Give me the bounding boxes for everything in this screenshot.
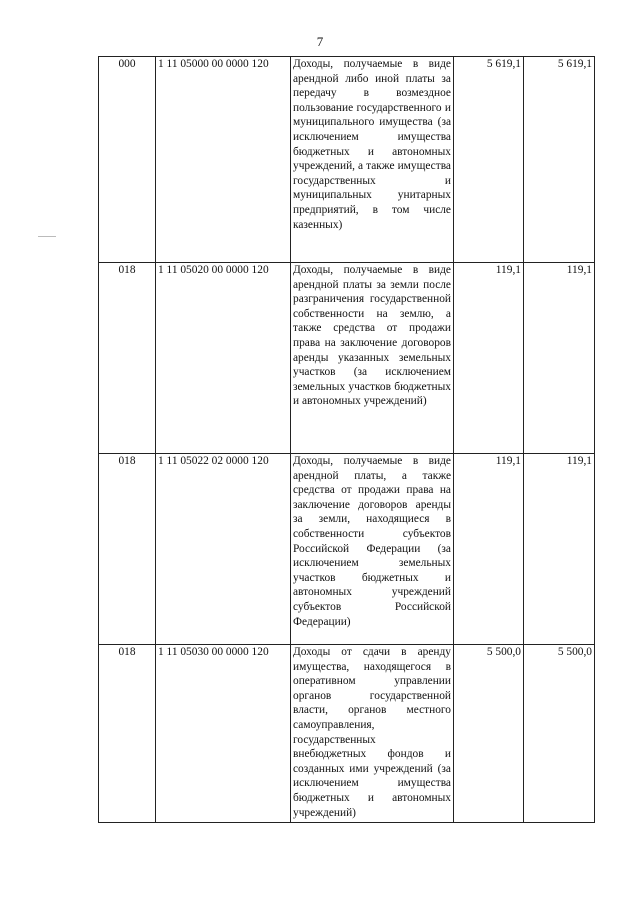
budget-code-cell: 1 11 05020 00 0000 120 xyxy=(156,263,291,454)
budget-code-cell: 1 11 05022 02 0000 120 xyxy=(156,454,291,645)
table-row xyxy=(99,57,595,263)
amount-cell: 5 500,0 xyxy=(454,645,524,823)
admin-code-cell: 000 xyxy=(99,57,156,263)
description-cell: Доходы, получаемые в виде арендной платы, а также средства от продажи права на заключение договоров аренды за земли, находящиеся в собственности субъектов Российской Федерации (за исключением земельных участков бюджетных и автономных учреждений субъектов Российской Федерации) xyxy=(291,454,454,645)
revenue-table xyxy=(98,56,595,823)
budget-code-cell: 1 11 05030 00 0000 120 xyxy=(156,645,291,823)
table-row xyxy=(99,645,595,823)
table-row xyxy=(99,454,595,645)
page-number: 7 xyxy=(316,34,324,49)
budget-code-cell: 1 11 05000 00 0000 120 xyxy=(156,57,291,263)
description-cell: Доходы, получаемые в виде арендной платы за земли после разграничения государственной собственности на землю, а также средства от продажи права на заключение договоров аренды указанных земельных участков (за исключением земельных участков бюджетных и автономных учреждений) xyxy=(291,263,454,454)
description-cell: Доходы, получаемые в виде арендной либо иной платы за передачу в возмездное пользование государственного и муниципального имущества (за исключением имущества бюджетных и автономных учреждений, а также имущества государственных и муниципальных унитарных предприятий, в том числе казенных) xyxy=(291,57,454,263)
admin-code-cell: 018 xyxy=(99,645,156,823)
admin-code-cell: 018 xyxy=(99,263,156,454)
admin-code-cell: 018 xyxy=(99,454,156,645)
amount-cell: 119,1 xyxy=(524,263,595,454)
amount-cell: 119,1 xyxy=(454,263,524,454)
table-row xyxy=(99,263,595,454)
amount-cell: 119,1 xyxy=(454,454,524,645)
amount-cell: 5 500,0 xyxy=(524,645,595,823)
description-cell: Доходы от сдачи в аренду имущества, находящегося в оперативном управлении органов государственной власти, органов местного самоуправления, государственных внебюджетных фондов и созданных ими учреждений (за исключением имущества бюджетных и автономных учреждений) xyxy=(291,645,454,823)
amount-cell: 119,1 xyxy=(524,454,595,645)
amount-cell: 5 619,1 xyxy=(524,57,595,263)
amount-cell: 5 619,1 xyxy=(454,57,524,263)
margin-mark xyxy=(38,236,56,237)
